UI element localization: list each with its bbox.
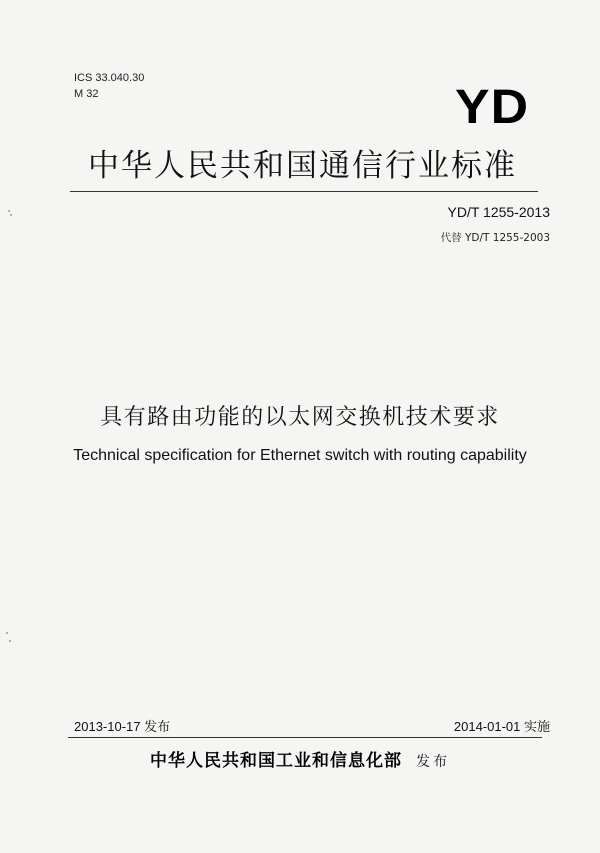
scan-speck [6,632,8,634]
scan-speck [8,210,10,212]
ccs-code: M 32 [74,88,99,100]
document-title-chinese: 具有路由功能的以太网交换机技术要求 [100,405,500,430]
publisher-line [0,746,600,771]
ics-code: ICS 33.040.30 [74,72,145,84]
publisher-name: 中华人民共和国工业和信息化部 [150,751,402,771]
scan-speck [9,640,11,642]
document-title-english: Technical specification for Ethernet switch with routing capability [73,447,527,464]
replaces-standard: 代替 YD/T 1255-2003 [440,232,550,244]
top-divider [70,191,538,192]
standard-category-title: 中华人民共和国通信行业标准 [88,148,517,184]
classification-codes [74,70,144,102]
yd-logo: YD [455,81,530,134]
scan-speck [10,214,12,216]
bottom-divider [68,737,542,738]
publisher-action: 发布 [416,754,450,770]
implementation-date: 2014-01-01 实施 [453,719,550,734]
standard-number: YD/T 1255-2013 [447,204,550,220]
issue-date: 2013-10-17 发布 [74,719,171,734]
